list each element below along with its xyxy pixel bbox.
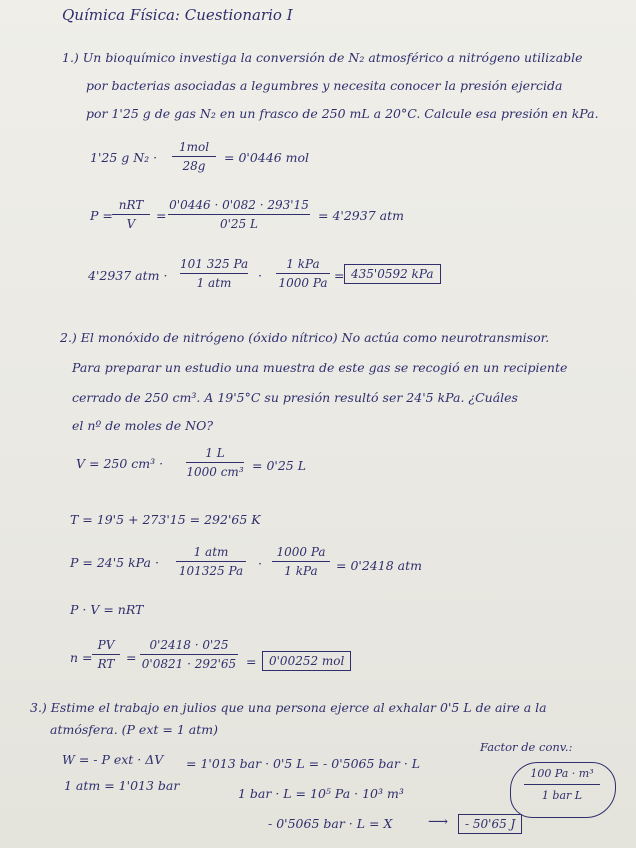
q3-statement-line-2: atmósfera. (P ext = 1 atm) — [50, 722, 218, 737]
q2-p-num-2: 1000 Pa — [276, 545, 326, 559]
q1-conv-fraction-2 — [276, 257, 330, 290]
q2-t-line: T = 19'5 + 273'15 = 292'65 K — [70, 512, 261, 527]
q3-w-result: = 1'013 bar · 0'5 L = - 0'5065 bar · L — [186, 756, 421, 771]
q2-n-fraction — [92, 638, 120, 671]
q1-conv-dot: · — [258, 268, 262, 283]
q2-v-left: V = 250 cm³ · — [76, 456, 164, 471]
q1-mol-den: 28g — [182, 159, 206, 173]
q1-mol-fraction — [172, 140, 216, 173]
q2-n-fraction-2 — [140, 638, 238, 671]
q3-w-line: W = - P ext · ΔV — [62, 752, 164, 767]
q1-conv-num-1: 101 325 Pa — [180, 257, 249, 271]
q2-p-left: P = 24'5 kPa · — [70, 555, 159, 570]
q1-answer-box: 435'0592 kPa — [344, 264, 441, 284]
q1-p-num: nRT — [118, 198, 144, 212]
q1-p-left: P = — [90, 208, 113, 223]
q1-statement-line-2: por bacterias asociadas a legumbres y necesita conocer la presión ejercida — [86, 78, 563, 93]
q2-p-num-1: 1 atm — [193, 545, 229, 559]
q1-p-eq: = — [156, 208, 167, 223]
q2-answer-box: 0'00252 mol — [262, 651, 351, 671]
q2-p-den-2: 1 kPa — [284, 564, 318, 578]
fraction-bar — [140, 654, 238, 655]
q2-n-eq-2: = — [246, 654, 257, 669]
fraction-bar — [186, 462, 244, 463]
q1-conv-den-2: 1000 Pa — [278, 276, 328, 290]
fraction-bar — [524, 784, 600, 785]
q1-statement-line-1: 1.) Un bioquímico investiga la conversión de N₂ atmosférico a nitrógeno utilizable — [62, 50, 583, 65]
q2-n-num-2: 0'2418 · 0'25 — [149, 638, 229, 652]
q2-p-den-1: 101325 Pa — [178, 564, 244, 578]
q3-statement-line-1: 3.) Estime el trabajo en julios que una persona ejerce al exhalar 0'5 L de aire a la — [30, 700, 547, 715]
q1-mol-left: 1'25 g N₂ · — [90, 150, 158, 165]
q1-conv-num-2: 1 kPa — [286, 257, 320, 271]
q2-v-num: 1 L — [205, 446, 225, 460]
q3-atm-line: 1 atm = 1'013 bar — [64, 778, 180, 793]
fraction-bar — [168, 214, 310, 215]
q1-conv-eq: = — [334, 268, 345, 283]
q1-conv-fraction-1 — [180, 257, 248, 290]
q1-statement-line-3: por 1'25 g de gas N₂ en un frasco de 250 mL a 20°C. Calcule esa presión en kPa. — [86, 106, 599, 121]
q1-p-den-2: 0'25 L — [220, 217, 258, 231]
q1-mol-num: 1mol — [178, 140, 210, 154]
fraction-bar — [92, 654, 120, 655]
arrow-icon: ⟶ — [428, 814, 449, 830]
q2-n-den: RT — [97, 657, 115, 671]
q3-x-line: - 0'5065 bar · L = X — [268, 816, 393, 831]
q1-p-fraction-2 — [168, 198, 310, 231]
q2-p-result: = 0'2418 atm — [336, 558, 422, 573]
q1-mol-result: = 0'0446 mol — [224, 150, 309, 165]
q3-answer-box: - 50'65 J — [458, 814, 522, 834]
q3-cloud-num: 100 Pa · m³ — [530, 767, 594, 780]
q2-p-fraction-2 — [272, 545, 330, 578]
q2-v-den: 1000 cm³ — [186, 465, 244, 479]
q1-p-num-2: 0'0446 · 0'082 · 293'15 — [169, 198, 309, 212]
page-title: Química Física: Cuestionario I — [62, 6, 293, 24]
q1-conv-left: 4'2937 atm · — [88, 268, 168, 283]
q3-cloud-fraction — [514, 767, 610, 802]
q2-statement-line-1: 2.) El monóxido de nitrógeno (óxido nítrico) No actúa como neurotransmisor. — [60, 330, 550, 345]
q2-v-fraction — [186, 446, 244, 479]
q3-bar-line: 1 bar · L = 10⁵ Pa · 10³ m³ — [238, 786, 404, 801]
q2-n-left: n = — [70, 650, 93, 665]
q3-factor-label: Factor de conv.: — [480, 740, 573, 754]
q3-cloud-den: 1 bar L — [541, 789, 583, 802]
q2-statement-line-2: Para preparar un estudio una muestra de este gas se recogió en un recipiente — [72, 360, 568, 375]
q2-statement-line-3: cerrado de 250 cm³. A 19'5°C su presión resultó ser 24'5 kPa. ¿Cuáles — [72, 390, 518, 405]
q2-pv-line: P · V = nRT — [70, 602, 144, 617]
q1-p-result: = 4'2937 atm — [318, 208, 404, 223]
fraction-bar — [272, 561, 330, 562]
fraction-bar — [276, 273, 330, 274]
q2-p-fraction-1 — [176, 545, 246, 578]
q2-v-result: = 0'25 L — [252, 458, 307, 473]
q1-p-fraction — [112, 198, 150, 231]
q2-p-dot: · — [258, 556, 262, 571]
q2-n-den-2: 0'0821 · 292'65 — [141, 657, 237, 671]
q1-conv-den-1: 1 atm — [196, 276, 232, 290]
q2-statement-line-4: el nº de moles de NO? — [72, 418, 214, 433]
fraction-bar — [112, 214, 150, 215]
q2-n-eq: = — [126, 650, 137, 665]
q1-p-den: V — [126, 217, 136, 231]
q2-n-num: PV — [97, 638, 115, 652]
fraction-bar — [172, 156, 216, 157]
fraction-bar — [176, 561, 246, 562]
fraction-bar — [180, 273, 248, 274]
